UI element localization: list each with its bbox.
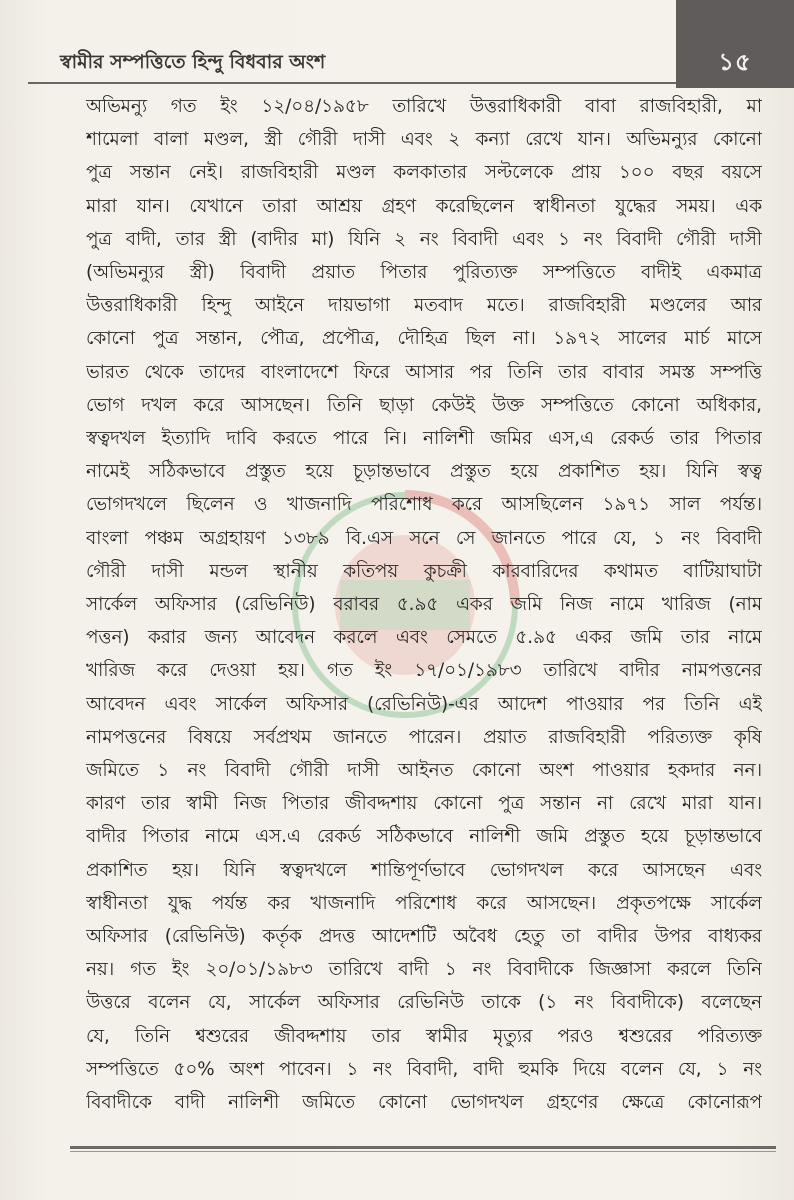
text-line: ভোগ দখল করে আসছেন। তিনি ছাড়া কেউই উক্ত সম্পত্তিতে কোনো অধিকার, [86, 394, 762, 416]
page-number-tab [676, 0, 794, 88]
footer-rule [70, 1146, 776, 1149]
text-line: ভোগদখলে ছিলেন ও খাজনাদি পরিশোধ করে আসছিলেন ১৯৭১ সাল পর্যন্ত। [86, 494, 762, 516]
text-line: সার্কেল অফিসার (রেভিনিউ) বরাবর ৫.৯৫ একর জমি নিজ নামে খারিজ (নাম [86, 594, 762, 616]
text-line: স্বাধীনতা যুদ্ধ পর্যন্ত কর খাজনাদি পরিশোধ করে আসছেন। প্রকৃতপক্ষে সার্কেল [86, 892, 762, 914]
text-line: প্রকাশিত হয়। যিনি স্বত্বদখলে শান্তিপূর্ণভাবে ভোগদখল করে আসছেন এবং [86, 859, 762, 881]
text-line: ভারত থেকে তাদের বাংলাদেশে ফিরে আসার পর তিনি তার বাবার সমস্ত সম্পত্তি [86, 361, 762, 383]
text-line: গৌরী দাসী মন্ডল স্থানীয় কতিপয় কুচক্রী কারবারিদের কথামত বাটিয়াঘাটা [86, 560, 762, 582]
text-line: জমিতে ১ নং বিবাদী গৌরী দাসী আইনত কোনো অংশ পাওয়ার হকদার নন। [86, 760, 762, 782]
text-line: আবেদন এবং সার্কেল অফিসার (রেভিনিউ)-এর আদেশ পাওয়ার পর তিনি এই [86, 693, 762, 715]
text-line: অফিসার (রেভিনিউ) কর্তৃক প্রদত্ত আদেশটি অবৈধ হেতু তা বাদীর উপর বাধ্যকর [86, 926, 762, 948]
text-line: খারিজ করে দেওয়া হয়। গত ইং ১৭/০১/১৯৮৩ তারিখে বাদীর নামপত্তনের [86, 660, 762, 682]
text-line: মারা যান। যেখানে তারা আশ্রয় গ্রহণ করেছিলেন স্বাধীনতা যুদ্ধের সময়। এক [86, 195, 762, 217]
text-line: নামেই সঠিকভাবে প্রস্তুত হয়ে চূড়ান্তভাবে প্রস্তুত হয়ে প্রকাশিত হয়। যিনি স্বত্ব [86, 461, 762, 483]
footer-rule-thin [70, 1151, 776, 1152]
running-header-title: স্বামীর সম্পত্তিতে হিন্দু বিধবার অংশ [60, 51, 326, 73]
text-line: সম্পত্তিতে ৫০% অংশ পাবেন। ১ নং বিবাদী, বাদী হুমকি দিয়ে বলেন যে, ১ নং [86, 1058, 762, 1080]
text-line: (অভিমন্যুর স্ত্রী) বিবাদী প্রয়াত পিতার পুরিত্যক্ত সম্পত্তিতে বাদীই একমাত্র [86, 262, 762, 284]
page-number: ১৫ [718, 48, 752, 76]
text-line: পুত্র বাদী, তার স্ত্রী (বাদীর মা) যিনি ২ নং বিবাদী এবং ১ নং বিবাদী গৌরী দাসী [86, 228, 762, 250]
text-line: উত্তরে বলেন যে, সার্কেল অফিসার রেভিনিউ তাকে (১ নং বিবাদীকে) বলেছেন [86, 992, 762, 1014]
text-line: যে, তিনি শ্বশুরের জীবদ্দশায় তার স্বামীর মৃত্যুর পরও শ্বশুরের পরিত্যক্ত [86, 1025, 762, 1047]
text-line: উত্তরাধিকারী হিন্দু আইনে দায়ভাগা মতবাদ মতে। রাজবিহারী মণ্ডলের আর [86, 295, 762, 317]
text-line: কোনো পুত্র সন্তান, পৌত্র, প্রপৌত্র, দৌহিত্র ছিল না। ১৯৭২ সালের মার্চ মাসে [86, 328, 762, 350]
text-line: বাংলা পঞ্চম অগ্রহায়ণ ১৩৮৯ বি.এস সনে সে জানতে পারে যে, ১ নং বিবাদী [86, 527, 762, 549]
text-line: নামপত্তনের বিষয়ে সর্বপ্রথম জানতে পারেন। প্রয়াত রাজবিহারী পরিত্যক্ত কৃষি [86, 726, 762, 748]
running-header [30, 38, 680, 82]
text-line: কারণ তার স্বামী নিজ পিতার জীবদ্দশায় কোনো পুত্র সন্তান না রেখে মারা যান। [86, 793, 762, 815]
text-line: বাদীর পিতার নামে এস.এ রেকর্ড সঠিকভাবে নালিশী জমি প্রস্তুত হয়ে চূড়ান্তভাবে [86, 826, 762, 848]
text-line: অভিমন্যু গত ইং ১২/০৪/১৯৫৮ তারিখে উত্তরাধিকারী বাবা রাজবিহারী, মা [86, 96, 762, 117]
text-line: পত্তন) করার জন্য আবেদন করলে এবং সেমতে ৫.৯৫ একর জমি তার নামে [86, 627, 762, 649]
text-line: শামেলা বালা মণ্ডল, স্ত্রী গৌরী দাসী এবং ২ কন্যা রেখে যান। অভিমন্যুর কোনো [86, 129, 762, 151]
text-line: স্বত্বদখল ইত্যাদি দাবি করতে পারে নি। নালিশী জমির এস,এ রেকর্ড তার পিতার [86, 428, 762, 450]
header-rule [28, 82, 676, 84]
text-line: পুত্র সন্তান নেই। রাজবিহারী মণ্ডল কলকাতার সল্টলেকে প্রায় ১০০ বছর বয়সে [86, 162, 762, 184]
text-line: নয়। গত ইং ২০/০১/১৯৮৩ তারিখে বাদী ১ নং বিবাদীকে জিজ্ঞাসা করলে তিনি [86, 959, 762, 981]
text-line: বিবাদীকে বাদী নালিশী জমিতে কোনো ভোগদখল গ্রহণের ক্ষেত্রে কোনোরূপ [86, 1092, 762, 1114]
body-paragraph [86, 90, 762, 1119]
